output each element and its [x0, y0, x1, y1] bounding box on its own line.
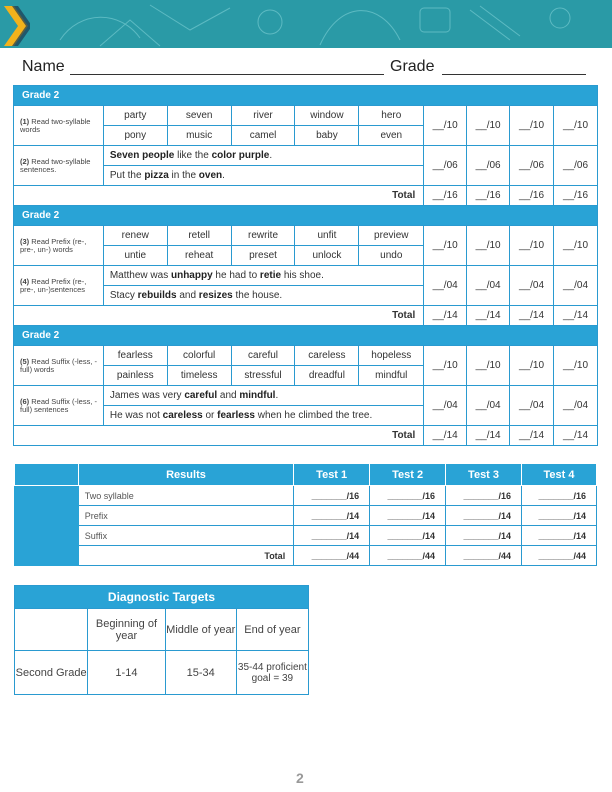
item-description-text: Read Prefix (re-, pre-, un-)sentences [20, 276, 87, 294]
results-side-bar [15, 526, 79, 546]
sentence-text: Matthew was [109, 270, 171, 281]
item-description [14, 226, 104, 266]
sentence-text: . [269, 150, 273, 161]
word-cell: even [359, 126, 424, 146]
name-label: Name [22, 58, 65, 75]
word-cell: hero [359, 106, 424, 126]
grade-field[interactable] [442, 74, 586, 75]
item-description-text: Read Suffix (-less, -full) sentences [20, 396, 97, 414]
section-title: Grade 2 [14, 206, 598, 226]
results-test4-header: Test 4 [522, 464, 597, 486]
word-cell: careless [295, 346, 359, 366]
item-description [14, 346, 104, 386]
diagnostic-col-header: End of year [236, 609, 308, 651]
item-description [14, 386, 104, 426]
score-field[interactable]: __/10 [424, 226, 467, 266]
results-total-label: Total [78, 546, 293, 566]
score-field[interactable]: __/04 [424, 386, 467, 426]
results-table [14, 463, 597, 566]
results-score-field[interactable]: _______/14 [370, 526, 446, 546]
word-cell: stressful [231, 366, 295, 386]
sentence-text: . [222, 170, 225, 181]
sentence-text: he had to [212, 270, 260, 281]
sentence-cell [103, 266, 423, 286]
score-field[interactable]: __/06 [554, 146, 598, 186]
diagnostic-targets-table [14, 585, 309, 695]
word-cell: colorful [167, 346, 231, 366]
word-cell: untie [103, 246, 167, 266]
diagnostic-value: 15-34 [165, 651, 236, 695]
diagnostic-value: 35-44 proficient goal = 39 [236, 651, 308, 695]
target-word: careless [162, 410, 203, 421]
item-description [14, 146, 104, 186]
score-field[interactable]: __/04 [510, 266, 554, 306]
diagnostic-col-header: Middle of year [165, 609, 236, 651]
header-banner [0, 0, 612, 48]
score-field[interactable]: __/10 [554, 106, 598, 146]
results-test1-header: Test 1 [294, 464, 370, 486]
section-total-field[interactable]: __/14 [510, 426, 554, 446]
item-description [14, 266, 104, 306]
results-score-field[interactable]: _______/14 [446, 506, 522, 526]
word-cell: pony [103, 126, 167, 146]
results-score-field[interactable]: _______/14 [522, 506, 597, 526]
word-cell: baby [295, 126, 359, 146]
word-cell: seven [167, 106, 231, 126]
target-word: Seven people [109, 150, 175, 161]
item-description-text: Read Prefix (re-, pre-, un-) words [20, 236, 87, 254]
target-word: fearless [217, 410, 255, 421]
word-cell: renew [103, 226, 167, 246]
section-title: Grade 2 [14, 86, 598, 106]
item-number: (6) [20, 396, 30, 406]
decorative-doodle-icon [0, 0, 612, 48]
results-score-field[interactable]: _______/14 [294, 506, 370, 526]
item-number: (2) [20, 156, 30, 166]
word-cell: preview [359, 226, 424, 246]
word-cell: rewrite [231, 226, 295, 246]
chevron-right-icon [4, 6, 30, 46]
sentence-cell [103, 406, 423, 426]
score-field[interactable]: __/04 [467, 266, 510, 306]
section-total-field[interactable]: __/16 [510, 186, 554, 206]
score-field[interactable]: __/04 [554, 266, 598, 306]
section-total-field[interactable]: __/14 [424, 426, 467, 446]
score-field[interactable]: __/10 [554, 226, 598, 266]
sentence-cell [103, 386, 423, 406]
results-row-label: Two syllable [78, 486, 293, 506]
item-number: (1) [20, 116, 30, 126]
word-cell: music [167, 126, 231, 146]
score-field[interactable]: __/10 [554, 346, 598, 386]
sentence-text: He was not [109, 410, 163, 421]
section-total-label: Total [14, 186, 424, 206]
score-field[interactable]: __/06 [467, 146, 510, 186]
item-description-text: Read two-syllable words [20, 116, 91, 134]
results-side-bar [15, 506, 79, 526]
sentence-text: Stacy [109, 290, 138, 301]
word-cell: river [231, 106, 295, 126]
target-word: pizza [144, 170, 169, 181]
sentence-text: and [176, 290, 199, 301]
sentence-cell [103, 146, 423, 166]
results-test2-header: Test 2 [370, 464, 446, 486]
results-score-field[interactable]: _______/16 [294, 486, 370, 506]
sentence-text: James was very [109, 390, 185, 401]
results-score-field[interactable]: _______/16 [446, 486, 522, 506]
name-grade-row [22, 56, 588, 78]
sentence-text: . [275, 390, 279, 401]
score-field[interactable]: __/10 [510, 226, 554, 266]
sentence-text: in the [168, 170, 199, 181]
sentence-text: his shoe. [281, 270, 324, 281]
results-score-field[interactable]: _______/14 [370, 506, 446, 526]
section-total-field[interactable]: __/14 [554, 306, 598, 326]
item-number: (5) [20, 356, 30, 366]
score-field[interactable]: __/04 [424, 266, 467, 306]
target-word: color purple [211, 150, 270, 161]
sentence-text: or [202, 410, 218, 421]
word-cell: undo [359, 246, 424, 266]
score-field[interactable]: __/10 [510, 346, 554, 386]
item-description-text: Read Suffix (-less, -full) words [20, 356, 97, 374]
target-word: retie [259, 270, 282, 281]
grade-label: Grade [390, 58, 435, 75]
results-total-field[interactable]: _______/44 [370, 546, 446, 566]
results-score-field[interactable]: _______/14 [522, 526, 597, 546]
word-cell: camel [231, 126, 295, 146]
section-total-field[interactable]: __/14 [424, 306, 467, 326]
results-side-bar [15, 464, 79, 486]
diagnostic-col-header: Beginning of year [88, 609, 165, 651]
results-side-bar [15, 546, 79, 566]
score-field[interactable]: __/06 [424, 146, 467, 186]
diagnostic-row-label: Second Grade [15, 651, 88, 695]
sentence-text: like the [174, 150, 212, 161]
section-total-field[interactable]: __/14 [554, 426, 598, 446]
item-number: (3) [20, 236, 30, 246]
word-cell: preset [231, 246, 295, 266]
diagnostic-value: 1-14 [88, 651, 165, 695]
section-total-label: Total [14, 426, 424, 446]
target-word: unhappy [170, 270, 213, 281]
results-score-field[interactable]: _______/14 [446, 526, 522, 546]
item-description [14, 106, 104, 146]
page-number: 2 [296, 770, 304, 786]
section-total-field[interactable]: __/16 [554, 186, 598, 206]
results-test3-header: Test 3 [446, 464, 522, 486]
results-score-field[interactable]: _______/14 [294, 526, 370, 546]
results-side-bar [15, 486, 79, 506]
results-total-field[interactable]: _______/44 [522, 546, 597, 566]
results-total-field[interactable]: _______/44 [446, 546, 522, 566]
item-description-text: Read two-syllable sentences. [20, 156, 91, 174]
results-total-field[interactable]: _______/44 [294, 546, 370, 566]
section-total-field[interactable]: __/16 [467, 186, 510, 206]
score-field[interactable]: __/04 [510, 386, 554, 426]
score-field[interactable]: __/10 [467, 106, 510, 146]
assessment-table [13, 85, 598, 446]
score-field[interactable]: __/04 [554, 386, 598, 426]
sentence-cell [103, 286, 423, 306]
target-word: oven [198, 170, 223, 181]
sentence-text: the house. [232, 290, 283, 301]
results-row-label: Prefix [78, 506, 293, 526]
word-cell: retell [167, 226, 231, 246]
section-total-field[interactable]: __/14 [510, 306, 554, 326]
target-word: careful [184, 390, 218, 401]
word-cell: unlock [295, 246, 359, 266]
name-field[interactable] [70, 74, 384, 75]
sentence-cell [103, 166, 423, 186]
section-total-field[interactable]: __/16 [424, 186, 467, 206]
target-word: rebuilds [137, 290, 177, 301]
word-cell: careful [231, 346, 295, 366]
section-total-label: Total [14, 306, 424, 326]
score-field[interactable]: __/04 [467, 386, 510, 426]
results-header: Results [78, 464, 293, 486]
section-title: Grade 2 [14, 326, 598, 346]
score-field[interactable]: __/10 [424, 106, 467, 146]
word-cell: timeless [167, 366, 231, 386]
results-score-field[interactable]: _______/16 [370, 486, 446, 506]
word-cell: reheat [167, 246, 231, 266]
word-cell: party [103, 106, 167, 126]
score-field[interactable]: __/10 [510, 106, 554, 146]
target-word: mindful [239, 390, 276, 401]
target-word: resizes [198, 290, 233, 301]
section-total-field[interactable]: __/14 [467, 306, 510, 326]
score-field[interactable]: __/06 [510, 146, 554, 186]
word-cell: mindful [359, 366, 424, 386]
score-field[interactable]: __/10 [467, 346, 510, 386]
results-row-label: Suffix [78, 526, 293, 546]
word-cell: hopeless [359, 346, 424, 366]
word-cell: window [295, 106, 359, 126]
score-field[interactable]: __/10 [424, 346, 467, 386]
word-cell: painless [103, 366, 167, 386]
item-number: (4) [20, 276, 30, 286]
diagnostic-blank-cell [15, 609, 88, 651]
sentence-text: Put the [109, 170, 145, 181]
section-total-field[interactable]: __/14 [467, 426, 510, 446]
word-cell: unfit [295, 226, 359, 246]
sentence-text: and [217, 390, 240, 401]
word-cell: fearless [103, 346, 167, 366]
score-field[interactable]: __/10 [467, 226, 510, 266]
word-cell: dreadful [295, 366, 359, 386]
sentence-text: when he climbed the tree. [254, 410, 373, 421]
diagnostic-title: Diagnostic Targets [15, 586, 309, 609]
results-score-field[interactable]: _______/16 [522, 486, 597, 506]
